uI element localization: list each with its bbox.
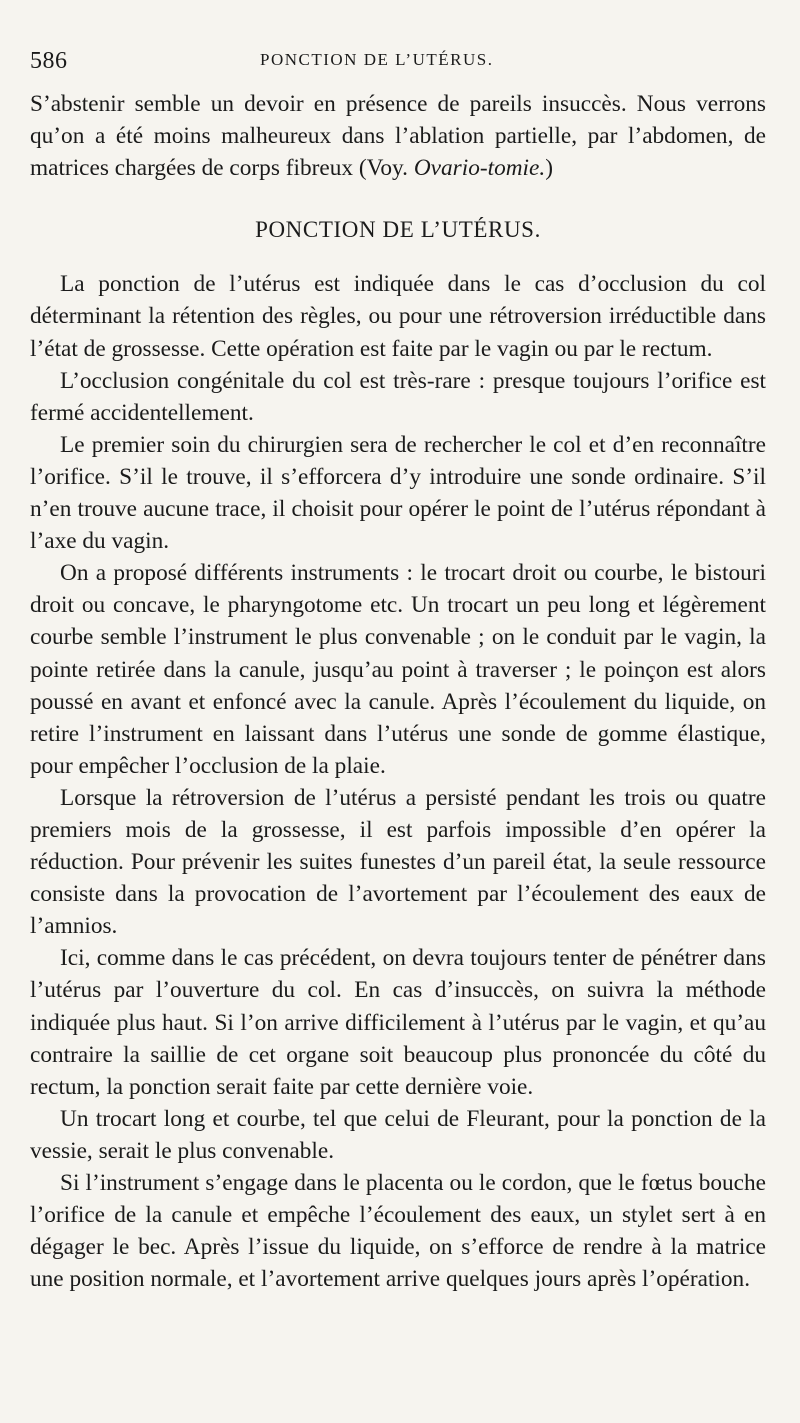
paragraph: Un trocart long et courbe, tel que celui de Fleurant, pour la ponction de la vessie, serait le plus convenable. [30, 1105, 766, 1164]
cross-reference-italic: Ovario-tomie. [413, 155, 546, 182]
body-text [30, 88, 766, 1295]
carryover-text: S’abstenir semble un devoir en présence de pareils insuccès. Nous verrons qu’on a été moins malheureux dans l’ablation partielle, par l’abdomen, de matrices chargées de corps fibreux (Voy. [30, 91, 766, 182]
page-number: 586 [30, 48, 68, 74]
section-heading: PONCTION DE L’UTÉRUS. [255, 217, 541, 243]
carryover-closing: ) [545, 155, 553, 182]
carryover-paragraph [30, 88, 766, 184]
paragraph: Si l’instrument s’engage dans le placenta ou le cordon, que le fœtus bouche l’orifice de la canule et empêche l’écoulement des eaux, un stylet sert à en dégager le bec. Après l’issue du liquide, on s’efforce de rendre à la matrice une position normale, et l’avortement arrive quelques jours après l’opération. [30, 1170, 766, 1293]
paragraph: La ponction de l’utérus est indiquée dans le cas d’occlusion du col déterminant la rétention des règles, ou pour une rétroversion irréductible dans l’état de grossesse. Cette opération est faite par le vagin ou par le rectum. [30, 271, 766, 362]
paragraph: L’occlusion congénitale du col est très-rare : presque toujours l’orifice est fermé accidentellement. [30, 367, 766, 426]
paragraph: On a proposé différents instruments : le trocart droit ou courbe, le bistouri droit ou concave, le pharyngotome etc. Un trocart un peu long et légèrement courbe semble l’instrument le plus convenable ; on le conduit par le vagin, la pointe retirée dans la canule, jusqu’au point à traverser ; le poinçon est alors poussé en avant et enfoncé avec la canule. Après l’écoulement du liquide, on retire l’instrument en laissant dans l’utérus une sonde de gomme élastique, pour empêcher l’occlusion de la plaie. [30, 560, 766, 779]
paragraph: Ici, comme dans le cas précédent, on devra toujours tenter de pénétrer dans l’utérus par l’ouverture du col. En cas d’insuccès, on suivra la méthode indiquée plus haut. Si l’on arrive difficilement à l’utérus par le vagin, et qu’au contraire la saillie de cet organe soit beaucoup plus prononcée du côté du rectum, la ponction serait faite par cette dernière voie. [30, 945, 766, 1100]
paragraph: Lorsque la rétroversion de l’utérus a persisté pendant les trois ou quatre premiers mois de la grossesse, il est parfois impossible d’en opérer la réduction. Pour prévenir les suites funestes d’un pareil état, la seule ressource consiste dans la provocation de l’avortement par l’écoulement des eaux de l’amnios. [30, 784, 766, 940]
running-head [30, 40, 766, 80]
running-title: PONCTION DE L’UTÉRUS. [260, 50, 494, 69]
paragraph: Le premier soin du chirurgien sera de rechercher le col et d’en reconnaître l’orifice. S’il le trouve, il s’efforcera d’y introduire une sonde ordinaire. S’il n’en trouve aucune trace, il choisit pour opérer le point de l’utérus répondant à l’axe du vagin. [30, 431, 766, 555]
